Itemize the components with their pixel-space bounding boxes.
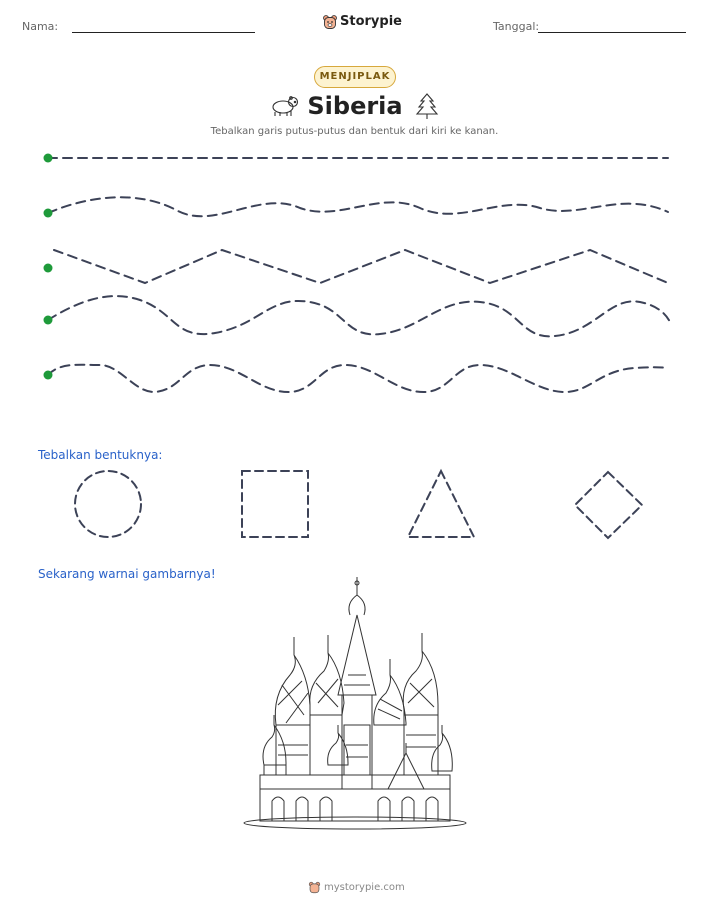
trace-circle <box>75 471 141 537</box>
footer-site[interactable]: mystorypie.com <box>324 882 405 893</box>
trace-line-wave <box>48 197 668 216</box>
date-line[interactable] <box>538 32 686 33</box>
start-dot-2 <box>44 209 53 218</box>
name-line[interactable] <box>72 32 255 33</box>
trace-triangle <box>408 471 474 537</box>
bear-icon <box>266 93 300 117</box>
storypie-footer-icon <box>308 881 321 894</box>
trace-line-wave-2 <box>48 296 670 336</box>
name-label: Nama: <box>22 20 59 33</box>
instruction-text: Tebalkan garis putus-putus dan bentuk dari kiri ke kanan. <box>210 126 499 137</box>
start-dot-4 <box>44 316 53 325</box>
brand-name: Storypie <box>340 14 402 29</box>
shapes-area <box>0 465 709 545</box>
shapes-heading: Tebalkan bentuknya: <box>38 448 163 462</box>
start-dot-1 <box>44 154 53 163</box>
date-label: Tanggal: <box>493 20 540 33</box>
trace-diamond <box>575 472 642 538</box>
trace-line-loop-wave <box>48 365 668 392</box>
trace-lines-area <box>0 140 709 400</box>
cathedral-illustration <box>238 575 470 830</box>
coloring-heading: Sekarang warnai gambarnya! <box>38 567 216 581</box>
trace-square <box>242 471 308 537</box>
trace-line-zigzag <box>54 250 668 283</box>
activity-badge: MENJIPLAK <box>314 66 396 88</box>
brand-logo <box>322 14 402 32</box>
storypie-bear-logo-icon <box>322 14 338 30</box>
start-dot-5 <box>44 371 53 380</box>
start-dot-3 <box>44 264 53 273</box>
footer <box>308 881 408 897</box>
pine-tree-icon <box>414 92 440 120</box>
page-title: Siberia <box>307 92 403 120</box>
